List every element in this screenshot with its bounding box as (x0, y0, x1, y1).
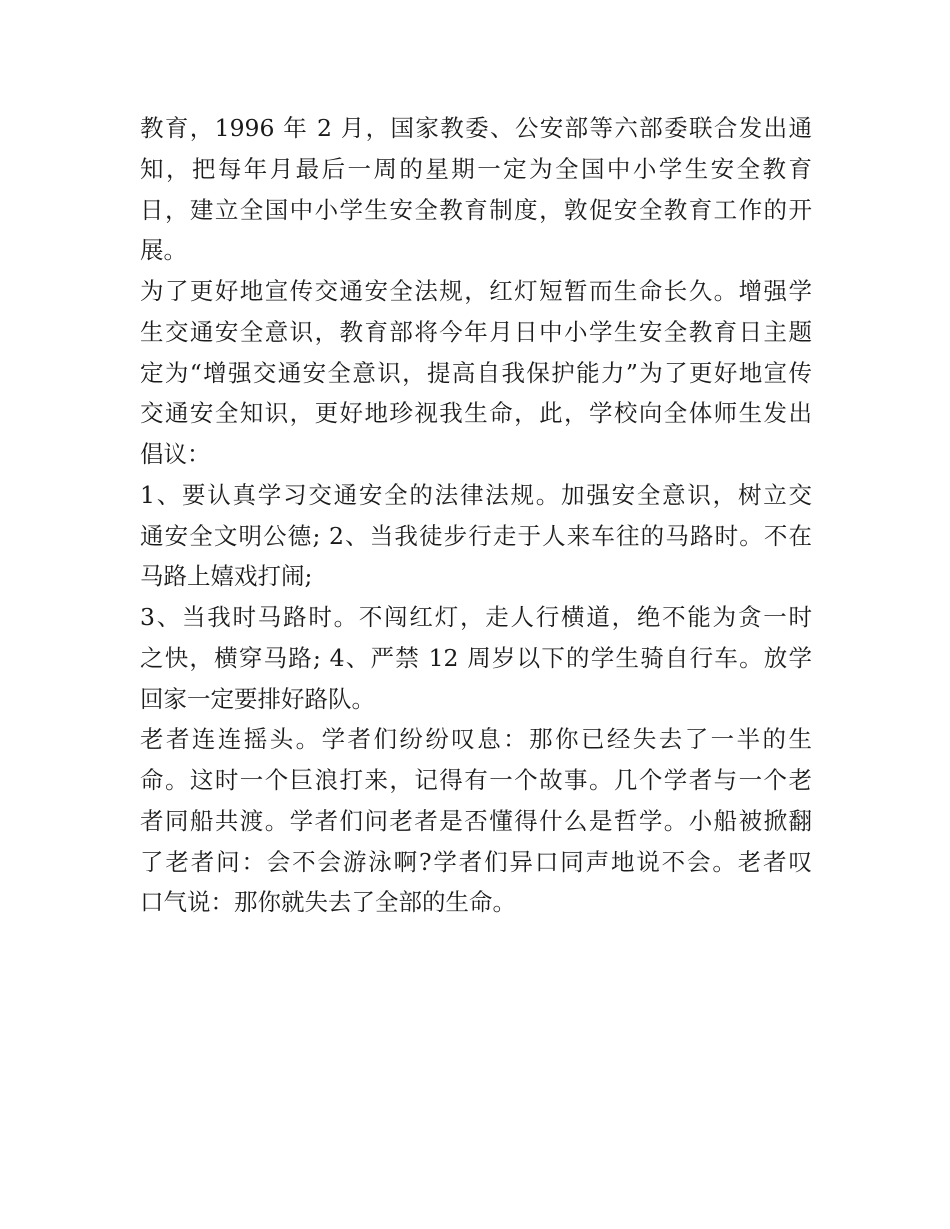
text-line: 老者连连摇头。学者们纷纷叹息：那你已经失去了一半的生 (140, 725, 812, 754)
text-line: 展。 (140, 236, 187, 265)
text-line: 生交通安全意识，教育部将今年月日中小学生安全教育日主题 (140, 317, 812, 346)
text-line: 了老者问：会不会游泳啊?学者们异口同声地说不会。老者叹 (140, 847, 812, 876)
text-line: 马路上嬉戏打闹; (140, 562, 313, 591)
text-line: 为了更好地宣传交通安全法规，红灯短暂而生命长久。增强学 (140, 277, 812, 305)
paragraph-safety-education-day (140, 108, 812, 271)
text-line: 3、当我时马路时。不闯红灯，走人行横道，绝不能为贪一时 (140, 603, 812, 631)
paragraph-rules-1-2 (140, 475, 812, 597)
paragraph-philosopher-story (140, 719, 812, 923)
text-line: 通安全文明公德; 2、当我徒步行走于人来车往的马路时。不在 (140, 521, 812, 550)
text-line: 知，把每年月最后一周的星期一定为全国中小学生安全教育 (140, 154, 812, 183)
text-line: 交通安全知识，更好地珍视我生命，此，学校向全体师生发出 (140, 399, 812, 428)
text-line: 命。这时一个巨浪打来，记得有一个故事。几个学者与一个老 (140, 766, 812, 794)
text-line: 倡议： (140, 440, 211, 468)
text-line: 之快，横穿马路; 4、严禁 12 周岁以下的学生骑自行车。放学 (140, 643, 812, 672)
text-line: 日，建立全国中小学生安全教育制度，敦促安全教育工作的开 (140, 195, 812, 224)
text-line: 口气说：那你就失去了全部的生命。 (140, 888, 516, 917)
text-line: 教育，1996 年 2 月，国家教委、公安部等六部委联合发出通 (140, 114, 812, 142)
text-line: 者同船共渡。学者们问老者是否懂得什么是哲学。小船被掀翻 (140, 806, 812, 835)
text-line: 回家一定要排好路队。 (140, 684, 375, 713)
text-line: 1、要认真学习交通安全的法律法规。加强安全意识，树立交 (140, 480, 812, 509)
document-body (140, 108, 812, 923)
text-line: 定为“增强交通安全意识，提高自我保护能力”为了更好地宣传 (140, 358, 812, 387)
paragraph-traffic-safety-proposal (140, 271, 812, 475)
paragraph-rules-3-4 (140, 597, 812, 719)
